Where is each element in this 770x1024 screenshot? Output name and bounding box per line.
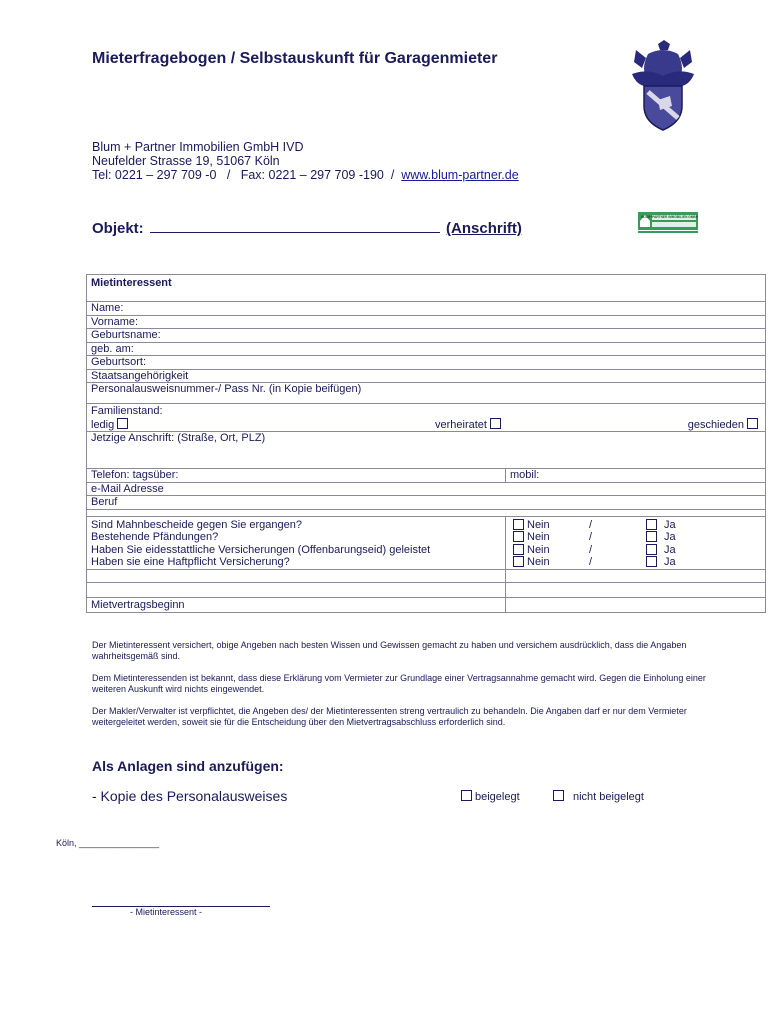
geschieden-checkbox[interactable]: [747, 418, 758, 429]
field-geburtsname[interactable]: Geburtsname:: [87, 329, 766, 343]
answer-row-2: [510, 531, 761, 544]
signature-line[interactable]: [92, 898, 270, 907]
field-anschrift[interactable]: Jetzige Anschrift: (Straße, Ort, PLZ): [87, 432, 766, 469]
nicht-beigelegt-label: nicht beigelegt: [573, 791, 644, 803]
question-4: Haben sie eine Haftpflicht Versicherung?: [91, 556, 290, 568]
nein-checkbox-2[interactable]: [513, 531, 524, 542]
ja-label-1: Ja: [664, 518, 676, 531]
nein-label-2: Nein: [527, 531, 550, 543]
ja-label-3: Ja: [664, 543, 676, 556]
company-contact: [92, 168, 519, 182]
field-personalausweis[interactable]: Personalausweisnummer-/ Pass Nr. (in Kopie beifügen): [87, 383, 766, 404]
slash-3: /: [589, 543, 593, 556]
nein-label-4: Nein: [527, 556, 550, 568]
ja-checkbox-1[interactable]: [646, 519, 657, 530]
nein-label-1: Nein: [527, 518, 550, 531]
question-2: Bestehende Pfändungen?: [91, 531, 219, 543]
objekt-line: [92, 218, 522, 237]
nein-label-3: Nein: [527, 543, 550, 556]
section-title: Mietinteressent: [87, 275, 766, 294]
anlagen-title: Als Anlagen sind anzufügen:: [92, 758, 284, 774]
place-date-line[interactable]: Köln, ________________: [56, 838, 160, 848]
answer-row-1: [510, 519, 761, 532]
option-nicht-beigelegt[interactable]: [550, 790, 644, 803]
anlagen-item: - Kopie des Personalausweises: [92, 788, 288, 804]
nein-checkbox-4[interactable]: [513, 556, 524, 567]
empty-cell-left-2: [87, 582, 506, 597]
option-ledig[interactable]: [91, 418, 131, 432]
slash-1: /: [589, 518, 593, 531]
blum-partner-logo: [638, 212, 698, 234]
objekt-address-field[interactable]: [150, 218, 440, 233]
option-verheiratet[interactable]: [435, 418, 504, 432]
empty-cell-right-2: [506, 582, 766, 597]
verheiratet-checkbox[interactable]: [490, 418, 501, 429]
company-name: Blum + Partner Immobilien GmbH IVD: [92, 140, 304, 154]
question-3: Haben Sie eidesstattliche Versicherungen (Offenbarungseid) geleistet: [91, 543, 431, 556]
tenant-form-table: [86, 274, 766, 613]
field-name[interactable]: Name:: [87, 302, 766, 316]
logo-text: BLUM+PARTNER IMMOBILIEN GMBH: [641, 215, 698, 219]
field-geburtsort[interactable]: Geburtsort:: [87, 356, 766, 370]
nein-checkbox-1[interactable]: [513, 519, 524, 530]
familienstand-label: Familienstand:: [91, 405, 163, 417]
paragraph-2: Dem Mietinteressenden ist bekannt, dass diese Erklärung vom Vermieter zur Grundlage einer Vertragsannahme gemacht wird. Gegen die Einholung einer weiteren Auskunft wird nichts eingewendet.: [92, 673, 706, 694]
question-1: Sind Mahnbescheide gegen Sie ergangen?: [91, 518, 302, 531]
answers-cell: [506, 516, 766, 569]
field-beruf[interactable]: Beruf: [87, 496, 766, 510]
answer-row-3: [510, 544, 761, 557]
company-street: Neufelder Strasse 19, 51067 Köln: [92, 154, 280, 168]
ja-checkbox-2[interactable]: [646, 531, 657, 542]
mietvertragsbeginn-value[interactable]: [506, 597, 766, 612]
beigelegt-checkbox[interactable]: [461, 790, 472, 801]
empty-cell-left: [87, 569, 506, 582]
geschieden-label: geschieden: [687, 418, 744, 431]
company-address: [92, 140, 519, 182]
field-geb-am[interactable]: geb. am:: [87, 342, 766, 356]
coat-of-arms-logo: [628, 40, 698, 132]
ledig-label: ledig: [91, 418, 115, 431]
slash-2: /: [589, 531, 593, 543]
verheiratet-label: verheiratet: [434, 418, 487, 431]
paragraph-1: Der Mietinteressent versichert, obige Angeben nach besten Wissen und Gewissen gemacht zu haben und versichem ausdrücklich, dass die Angaben wahrheitsgemäß sind.: [92, 640, 687, 661]
page-title: Mieterfragebogen / Selbstauskunft für Garagenmieter: [92, 50, 498, 67]
field-staatsangehoerigkeit[interactable]: Staatsangehörigkeit: [87, 369, 766, 383]
beigelegt-label: beigelegt: [475, 791, 520, 803]
questions-cell: [87, 516, 506, 569]
ja-checkbox-4[interactable]: [646, 556, 657, 567]
empty-cell-right: [506, 569, 766, 582]
spacer-row-2: [87, 509, 766, 516]
objekt-suffix: (Anschrift): [446, 220, 522, 237]
paragraph-3: Der Makler/Verwalter ist verpflichtet, die Angeben des/ der Mietinteressenten streng vertraulich zu behandeln. Die Angaben darf er nur dem Vermieter weitergeleitet werden, soweit sie für die Entscheidung über den Mietvertragsabschluss erforderlich sind.: [92, 706, 687, 727]
signature-label: - Mietinteressent -: [130, 907, 203, 917]
nein-checkbox-3[interactable]: [513, 544, 524, 555]
option-beigelegt[interactable]: [458, 790, 520, 803]
option-geschieden[interactable]: [688, 418, 761, 432]
ledig-checkbox[interactable]: [117, 418, 128, 429]
ja-checkbox-3[interactable]: [646, 544, 657, 555]
spacer-row: [87, 293, 766, 302]
contact-phone-fax: Tel: 0221 – 297 709 -0 / Fax: 0221 – 297 709 -190 /: [92, 168, 402, 182]
field-mietvertragsbeginn[interactable]: Mietvertragsbeginn: [87, 597, 506, 612]
website-link[interactable]: www.blum-partner.de: [401, 168, 519, 182]
field-mobil[interactable]: mobil:: [506, 469, 766, 483]
ja-label-2: Ja: [664, 531, 676, 543]
familienstand-options: [91, 418, 761, 432]
nicht-beigelegt-checkbox[interactable]: [553, 790, 564, 801]
slash-4: /: [589, 556, 593, 568]
ja-label-4: Ja: [664, 556, 676, 568]
familienstand-row: [87, 404, 766, 432]
answer-row-4: [510, 556, 761, 569]
field-vorname[interactable]: Vorname:: [87, 315, 766, 329]
objekt-label: Objekt:: [92, 220, 144, 237]
field-telefon[interactable]: Telefon: tagsüber:: [87, 469, 506, 483]
field-email[interactable]: e-Mail Adresse: [87, 482, 766, 496]
